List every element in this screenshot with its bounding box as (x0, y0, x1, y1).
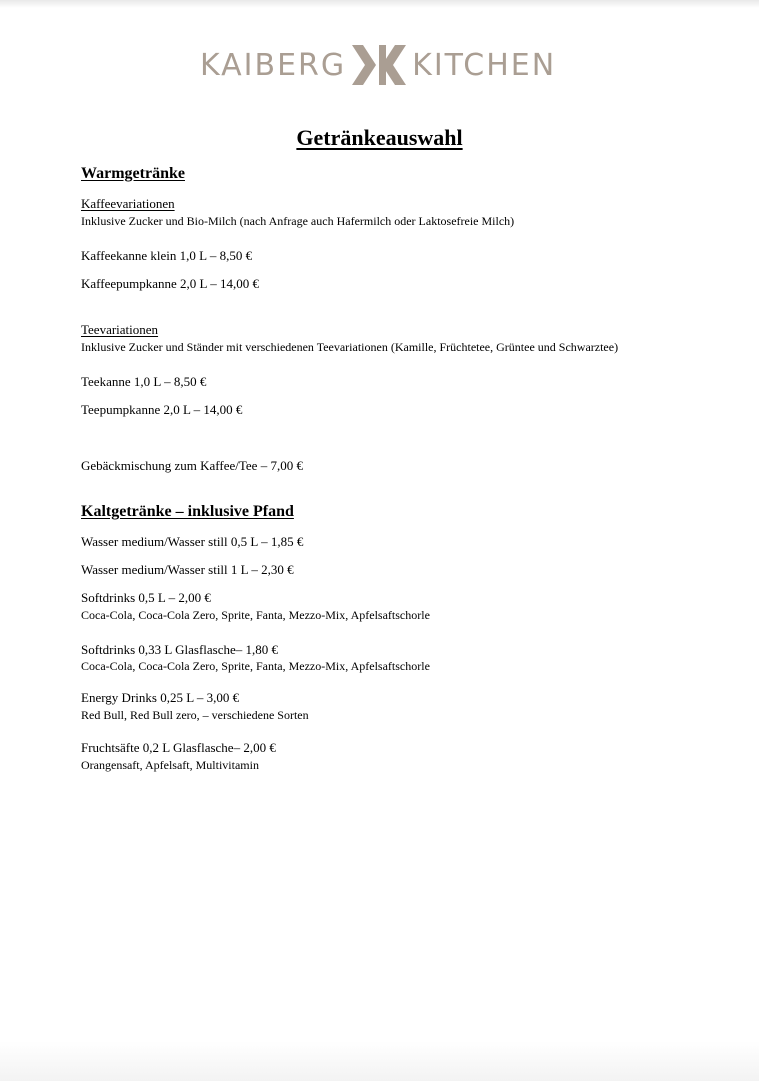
pastry-item: Gebäckmischung zum Kaffee/Tee – 7,00 € (81, 458, 303, 473)
section-heading-warm: Warmgetränke (81, 165, 185, 182)
page-title: Getränkeauswahl (296, 125, 463, 150)
kaiberg-k-logo-icon (352, 45, 406, 85)
cold-item: Fruchtsäfte 0,2 L Glasflasche– 2,00 € (81, 740, 276, 755)
tea-item: Teekanne 1,0 L – 8,50 € (81, 374, 207, 389)
cold-item-note: Orangensaft, Apfelsaft, Multivitamin (81, 758, 259, 772)
page-top-shadow (0, 0, 759, 8)
cold-item: Softdrinks 0,5 L – 2,00 € (81, 590, 211, 605)
cold-item: Energy Drinks 0,25 L – 3,00 € (81, 690, 240, 705)
coffee-note: Inklusive Zucker und Bio-Milch (nach Anfrage auch Hafermilch oder Laktosefreie Milch) (81, 214, 515, 228)
coffee-item: Kaffeekanne klein 1,0 L – 8,50 € (81, 248, 253, 263)
kaiberg-kitchen-logo (200, 44, 556, 86)
coffee-item: Kaffeepumpkanne 2,0 L – 14,00 € (81, 276, 259, 291)
tea-heading: Teevariationen (81, 322, 159, 337)
cold-item: Wasser medium/Wasser still 1 L – 2,30 € (81, 562, 294, 577)
cold-item: Softdrinks 0,33 L Glasflasche– 1,80 € (81, 642, 279, 657)
logo-right-text: KITCHEN (412, 47, 557, 83)
cold-item-note: Coca-Cola, Coca-Cola Zero, Sprite, Fanta, Mezzo-Mix, Apfelsaftschorle (81, 659, 430, 673)
tea-item: Teepumpkanne 2,0 L – 14,00 € (81, 402, 243, 417)
logo-left-text: KAIBERG (200, 47, 347, 83)
tea-note: Inklusive Zucker und Ständer mit verschiedenen Teevariationen (Kamille, Früchtetee, Grüntee und Schwarztee) (81, 340, 619, 354)
cold-item: Wasser medium/Wasser still 0,5 L – 1,85 € (81, 534, 304, 549)
section-heading-cold: Kaltgetränke – inklusive Pfand (81, 503, 294, 520)
page-bottom-shadow (0, 1041, 759, 1081)
cold-item-note: Red Bull, Red Bull zero, – verschiedene Sorten (81, 708, 309, 722)
coffee-heading: Kaffeevariationen (81, 196, 175, 211)
cold-item-note: Coca-Cola, Coca-Cola Zero, Sprite, Fanta, Mezzo-Mix, Apfelsaftschorle (81, 608, 430, 622)
